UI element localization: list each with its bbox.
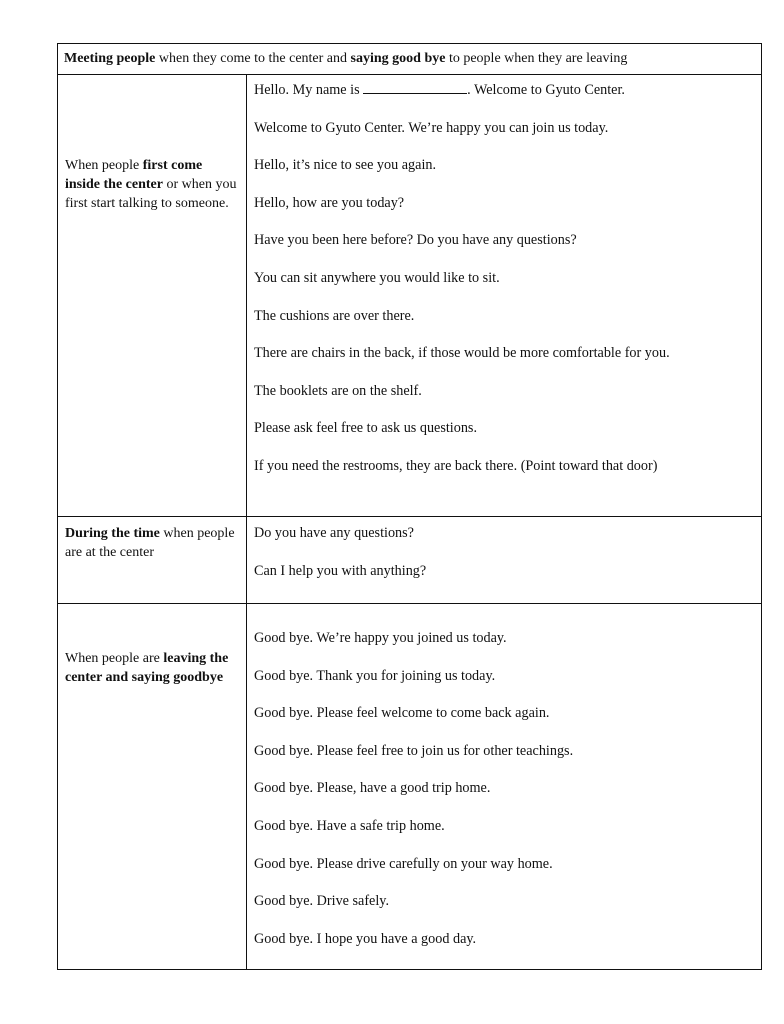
header-bold-goodbye: saying good bye	[350, 51, 446, 66]
table-header-row	[58, 44, 762, 75]
phrase-item: Have you been here before? Do you have any questions?	[254, 232, 577, 249]
phrase-list	[247, 517, 762, 604]
phrase-item: Hello, how are you today?	[254, 194, 405, 211]
section-label-text	[65, 604, 240, 687]
name-blank-line	[363, 80, 467, 94]
section-label	[58, 75, 247, 517]
section-label-text	[65, 75, 240, 213]
label-text: when people are at the center	[65, 526, 235, 560]
phrase-item: Good bye. Please drive carefully on your way home.	[254, 855, 553, 872]
label-bold: leaving the center and saying goodbye	[65, 651, 229, 685]
phrase-item: If you need the restrooms, they are back there. (Point toward that door)	[254, 457, 658, 474]
phrase-item: Welcome to Gyuto Center. We’re happy you can join us today.	[254, 119, 609, 136]
label-text: When people	[65, 158, 143, 173]
phrase-item: Good bye. We’re happy you joined us today.	[254, 630, 507, 646]
section-label-text	[65, 517, 240, 562]
header-text-end: to people when they are leaving	[445, 51, 628, 66]
table-header	[58, 44, 762, 75]
phrase-item: Good bye. I hope you have a good day.	[254, 930, 477, 947]
phrase-item: Good bye. Please feel free to join us for other teachings.	[254, 742, 574, 759]
header-bold-meeting: Meeting people	[64, 51, 156, 66]
phrase-text: . Welcome to Gyuto Center.	[467, 82, 625, 98]
phrase-item: Good bye. Please feel welcome to come back again.	[254, 705, 550, 722]
section-label	[58, 517, 247, 604]
phrase-item: Hello, it’s nice to see you again.	[254, 157, 437, 174]
phrase-item: Good bye. Have a safe trip home.	[254, 817, 445, 834]
phrase-item: Good bye. Thank you for joining us today.	[254, 667, 496, 684]
phrases-table	[57, 43, 762, 970]
section-arrival-row	[58, 75, 762, 517]
phrase-list	[247, 75, 762, 517]
label-text: or when you first start talking to someone.	[65, 177, 237, 211]
section-label	[58, 604, 247, 970]
phrase-item: There are chairs in the back, if those would be more comfortable for you.	[254, 345, 670, 362]
phrase-item	[254, 80, 761, 118]
phrase-item: You can sit anywhere you would like to sit.	[254, 269, 500, 286]
label-bold: first come inside the center	[65, 158, 203, 192]
section-leaving-row	[58, 604, 762, 970]
label-text: When people are	[65, 651, 164, 666]
phrase-item: Do you have any questions?	[254, 525, 414, 541]
header-text: when they come to the center and	[155, 51, 351, 66]
phrase-text: Hello. My name is	[254, 82, 364, 98]
phrase-item: The cushions are over there.	[254, 307, 415, 324]
phrase-item: Please ask feel free to ask us questions.	[254, 420, 477, 437]
label-bold: During the time	[65, 526, 160, 541]
phrase-item: Can I help you with anything?	[254, 562, 427, 579]
phrase-item: Good bye. Please, have a good trip home.	[254, 780, 491, 797]
phrase-item: Good bye. Drive safely.	[254, 893, 390, 910]
section-during-row	[58, 517, 762, 604]
phrase-item: The booklets are on the shelf.	[254, 382, 422, 399]
phrase-list	[247, 604, 762, 970]
